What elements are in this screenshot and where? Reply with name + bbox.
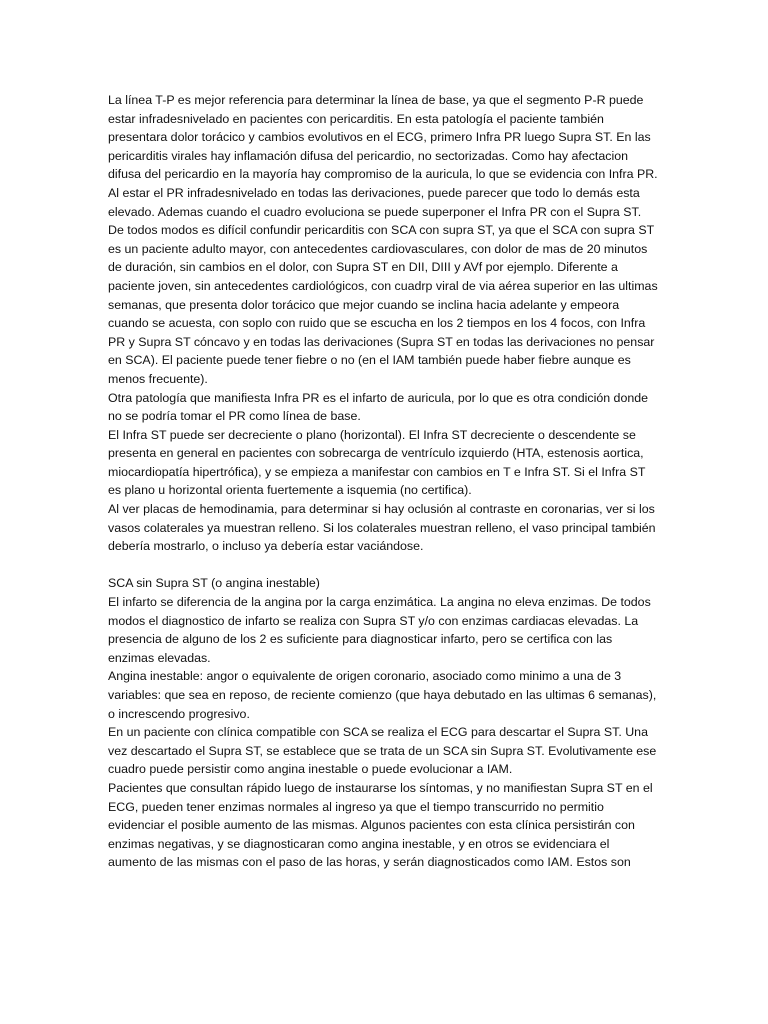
paragraph-infarct-vs-angina: El infarto se diferencia de la angina por la carga enzimática. La angina no eleva enzimas. De todos modos el diagnostico de infarto se realiza con Supra ST y/o con enzimas cardiacas elevadas. La presencia de alguno de los 2 es suficiente para diagnosticar infarto, pero se certifica con las enzimas elevadas. — [108, 595, 651, 665]
paragraph-unstable-angina-definition: Angina inestable: angor o equivalente de origen coronario, asociado como minimo a una de 3 variables: que sea en reposo, de reciente comienzo (que haya debutado en las ultimas 6 semanas), o increscendo progresivo. — [108, 669, 657, 721]
paragraph-ecg-evaluation: En un paciente con clínica compatible con SCA se realiza el ECG para descartar el Supra ST. Una vez descartado el Supra ST, se establece que se trata de un SCA sin Supra ST. Evolutivamente ese cuadro puede persistir como angina inestable o puede evolucionar a IAM. — [108, 725, 657, 777]
blank-line — [108, 556, 660, 575]
document-body — [108, 91, 660, 872]
paragraph-tp-line: La línea T-P es mejor referencia para determinar la línea de base, ya que el segmento P-R puede estar infradesnivelado en pacientes con pericarditis. En esta patología el paciente también presentara dolor torácico y cambios evolutivos en el ECG, primero Infra PR luego Supra ST. En las pericarditis virales hay inflamación difusa del pericardio, no sectorizadas. Como hay afectacion difusa del pericardio en la mayoría hay compromiso de la auricula, lo que se evidencia con Infra PR. Al estar el PR infradesnivelado en todas las derivaciones, puede parecer que todo lo demás esta elevado. Ademas cuando el cuadro evoluciona se puede superponer el Infra PR con el Supra ST. — [108, 93, 658, 219]
paragraph-pericarditis-vs-sca: De todos modos es difícil confundir pericarditis con SCA con supra ST, ya que el SCA con supra ST es un paciente adulto mayor, con antecedentes cardiovasculares, con dolor de mas de 20 minutos de duración, sin cambios en el dolor, con Supra ST en DII, DIII y AVf por ejemplo. Diferente a paciente joven, sin antecedentes cardiológicos, con cuadrp viral de via aérea superior en las ultimas semanas, que presenta dolor torácico que mejor cuando se inclina hacia adelante y empeora cuando se acuesta, con soplo con ruido que se escucha en los 2 tiempos en los 4 focos, con Infra PR y Supra ST cóncavo y en todas las derivaciones (Supra ST en todas las derivaciones no pensar en SCA). El paciente puede tener fiebre o no (en el IAM también puede haber fiebre aunque es menos frecuente). — [108, 223, 658, 386]
section-heading-sca-sin-supra-st: SCA sin Supra ST (o angina inestable) — [108, 576, 320, 591]
paragraph-hemodynamics: Al ver placas de hemodinamia, para determinar si hay oclusión al contraste en coronarias, ver si los vasos colaterales ya muestran relleno. Si los colaterales muestran relleno, el vaso principal también debería mostrarlo, o incluso ya debería estar vaciándose. — [108, 502, 656, 554]
paragraph-atrial-infarction: Otra patología que manifiesta Infra PR es el infarto de auricula, por lo que es otra condición donde no se podría tomar el PR como línea de base. — [108, 390, 649, 424]
paragraph-enzymes-timing: Pacientes que consultan rápido luego de instaurarse los síntomas, y no manifiestan Supra ST en el ECG, pueden tener enzimas normales al ingreso ya que el tiempo transcurrido no permitio evidenciar el posible aumento de las mismas. Algunos pacientes con esta clínica persistirán con enzimas negativas, y se diagnosticaran como angina inestable, y en otros se evidenciara el aumento de las mismas con el paso de las horas, y serán diagnosticados como IAM. Estos son — [108, 780, 653, 870]
paragraph-infra-st: El Infra ST puede ser decreciente o plano (horizontal). El Infra ST decreciente o descendente se presenta en general en pacientes con sobrecarga de ventrículo izquierdo (HTA, estenosis aortica, miocardiopatía hipertrófica), y se empieza a manifestar con cambios en T e Infra ST. Si el Infra ST es plano u horizontal orienta fuertemente a isquemia (no certifica). — [108, 427, 646, 498]
